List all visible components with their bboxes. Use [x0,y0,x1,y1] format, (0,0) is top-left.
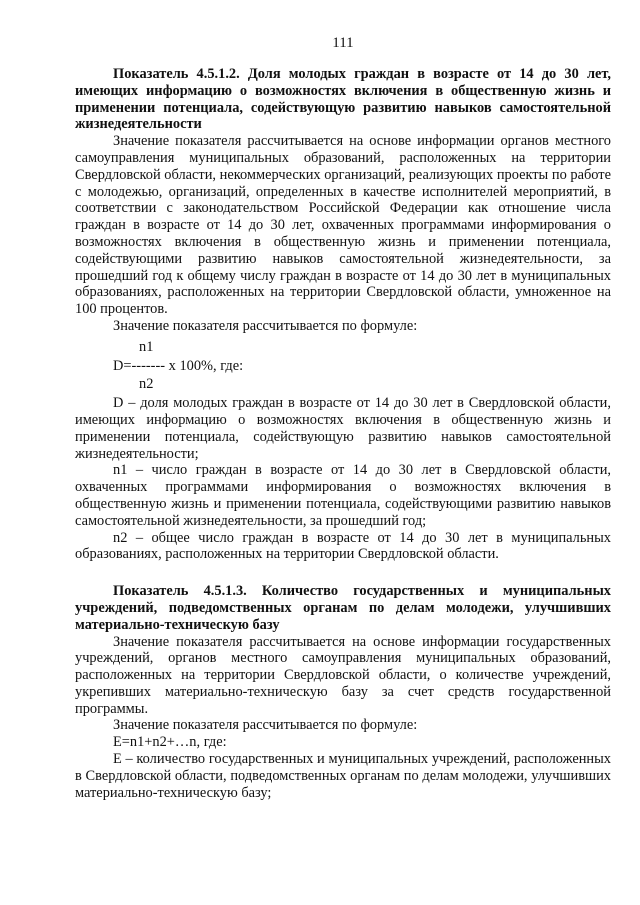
definition-n2: n2 – общее число граждан в возрасте от 14 до 30 лет в муниципальных образованиях, расположенных на территории Свердловской области. [75,529,611,563]
indicator-heading-4-5-1-2: Показатель 4.5.1.2. Доля молодых граждан в возрасте от 14 до 30 лет, имеющих информацию о возможностях включения в общественную жизнь и применении потенциала, содействующую развитию навыков самостоятельной жизнедеятельности [75,66,611,133]
indicator-heading-4-5-1-3: Показатель 4.5.1.3. Количество государственных и муниципальных учреждений, подведомственных органам по делам молодежи, улучшивших материально-техническую базу [75,583,611,633]
formula-intro-2: Значение показателя рассчитывается по формуле: [113,717,418,734]
formula-expression: D=------- x 100%, где: [113,357,244,374]
definition-d: D – доля молодых граждан в возрасте от 14 до 30 лет в Свердловской области, имеющих информацию о возможностях включения в общественную жизнь и применении потенциала, содействующую развитию навыков самостоятельной жизнедеятельности; [75,395,611,462]
indicator-description-2: Значение показателя рассчитывается на основе информации государственных учреждений, органов местного самоуправления муниципальных образований, расположенных на территории Свердловской области, о количестве учреждений, укрепивших материально-техническую базу за счет средств государственной программы. [75,633,611,717]
formula-intro: Значение показателя рассчитывается по формуле: [113,317,418,334]
formula-denominator: n2 [139,376,154,393]
document-page [75,34,611,801]
definition-n1: n1 – число граждан в возрасте от 14 до 30 лет в Свердловской области, охваченных программами информирования о возможностях включения в общественную жизнь и применении потенциала, содействующими развитию навыков самостоятельной жизнедеятельности, за прошедший год; [75,462,611,529]
indicator-description: Значение показателя рассчитывается на основе информации органов местного самоуправления муниципальных образований, расположенных на территории Свердловской области, некоммерческих организаций, реализующих проекты по работе с молодежью, организаций, определенных в качестве исполнителей мероприятий, в соответствии с законодательством Российской Федерации как отношение числа граждан в возрасте от 14 до 30 лет, охваченных программами информирования о возможностях включения в общественную жизнь и применении потенциала, содействующими развитию навыков самостоятельной жизнедеятельности, за прошедший год к общему числу граждан в возрасте от 14 до 30 лет в муниципальных образованиях, расположенных на территории Свердловской области, умноженное на 100 процентов. [75,133,611,318]
formula-numerator: n1 [139,338,154,355]
formula-expression-2: E=n1+n2+…n, где: [113,734,227,751]
page-number: 111 [332,35,354,51]
definition-e: E – количество государственных и муниципальных учреждений, расположенных в Свердловской области, подведомственных органам по делам молодежи, улучшивших материально-техническую базу; [75,751,611,801]
